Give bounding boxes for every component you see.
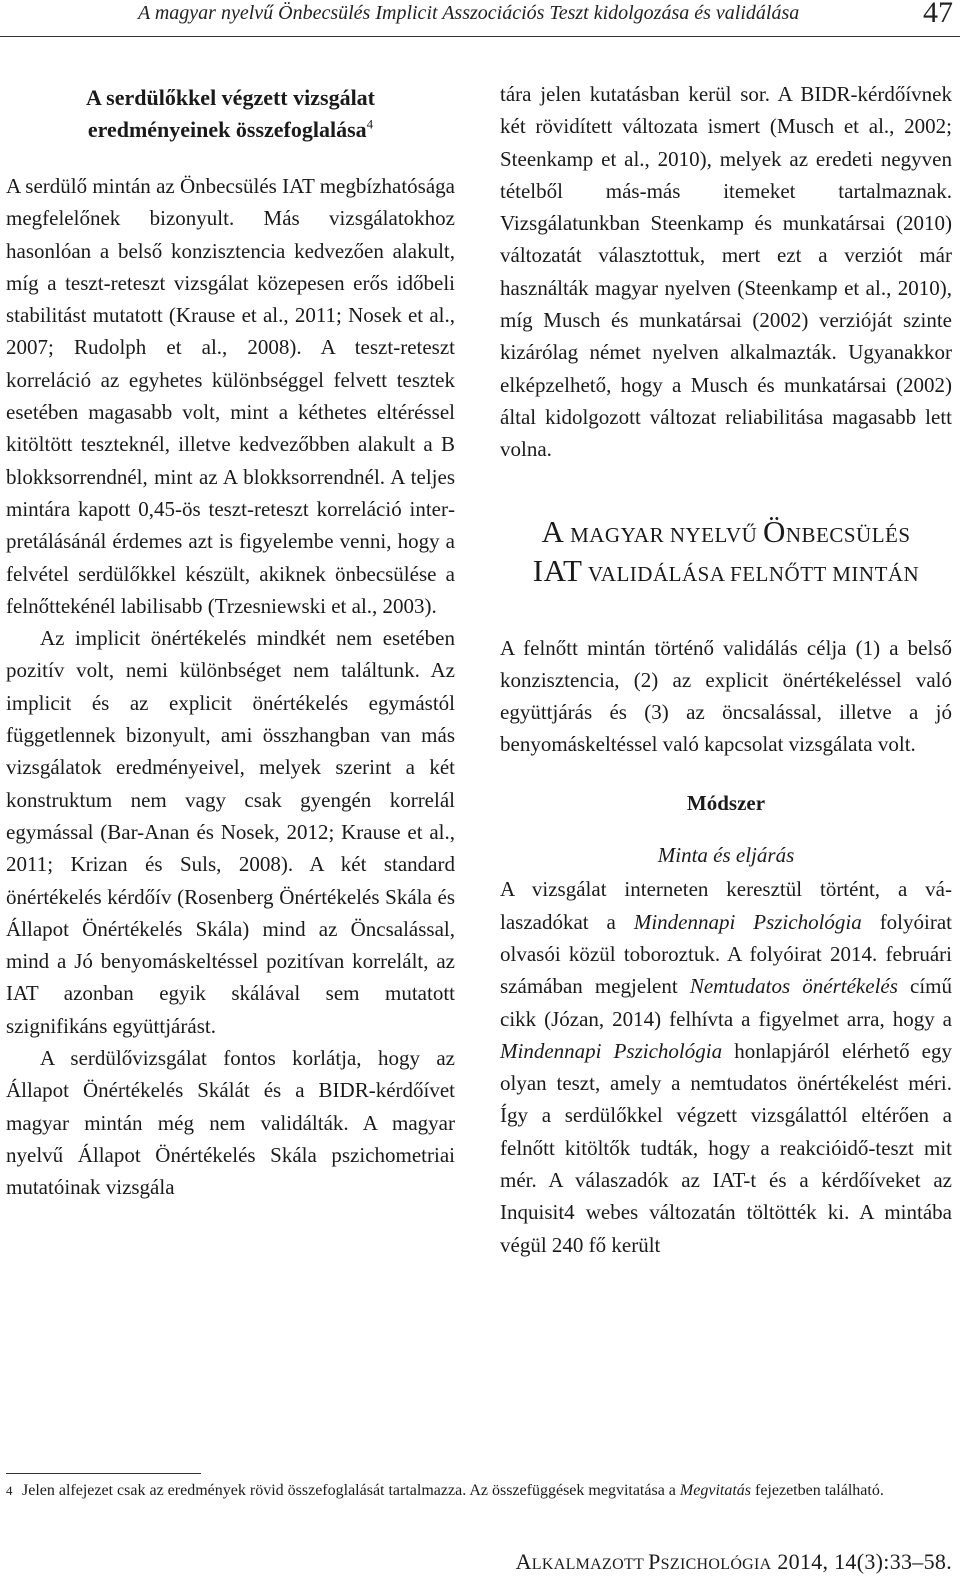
- journal-sc-2: SZICHOLÓGIA: [660, 1556, 772, 1573]
- sample-procedure-heading: Minta és eljárás: [657, 843, 795, 868]
- heading-line-2: eredményeinek összefoglalása: [87, 117, 367, 142]
- left-column: [6, 78, 455, 1204]
- method-heading: Módszer: [686, 790, 766, 815]
- section-title-adult-validation: [500, 514, 952, 592]
- footnote-text-a: Jelen alfejezet csak az eredmények rövid összefoglalását tartalmazza. Az összefüggések megvitatása a: [22, 1482, 680, 1499]
- journal-sc-1: LKALMAZOTT: [531, 1556, 649, 1573]
- paragraph-right-2: A felnőtt mintán történő validálás célja (1) a belső konzisztencia, (2) az explicit önértékeléssel való együttjárás és (3) az öncsalással, illetve a jó benyomáskeltéssel való kapcsolat vizsgálata volt.: [500, 635, 952, 757]
- p3-text-a: A vizsgálat interneten keresztül történt, a válaszadókat a: [500, 877, 952, 934]
- p3-italic-article: Nemtudatos önértékelés: [689, 974, 898, 999]
- footnote-rule: [6, 1473, 201, 1474]
- journal-cap-p: P: [648, 1549, 661, 1574]
- footnote-italic: Megvitatás: [679, 1482, 751, 1499]
- paragraph-right-3: [500, 873, 952, 1261]
- running-head-title: A magyar nyelvű Önbecsülés Implicit Asszociációs Teszt kidolgozása és validálása: [138, 2, 800, 24]
- p3-text-c: című cikk (Józan, 2014) felhívta a figyelmet arra, hogy a: [500, 974, 953, 1031]
- p3-text-d: honlapjáról elérhető egy olyan teszt, amely a nemtudatos önértékelést méri. Így a serdülőkkel végzett vizsgálattól eltérően a felnőtt kitöltők tudták, hogy a reakcióidő-teszt mit mér. A válaszadók az IAT-t és a kérdőíveket az Inquisit4 webes változatán töltötték ki. A mintába végül 240 fő került: [500, 1038, 952, 1257]
- heading-line-1: A serdülőkkel végzett vizsgálat: [85, 85, 376, 110]
- title-iat: IAT: [532, 552, 583, 588]
- footnote-text: [6, 1479, 952, 1503]
- title-sc-3: VALIDÁLÁSA FELNŐTT MINTÁN: [582, 561, 920, 586]
- p3-text-b: folyóirat olvasói közül toboroztuk. A folyóirat 2014. februári számában megjelent: [500, 909, 952, 999]
- section-heading-adolescent-summary: [6, 82, 455, 146]
- title-sc-2: NBECSÜLÉS: [785, 522, 911, 547]
- title-sc-1: MAGYAR NYELVŰ: [564, 522, 763, 547]
- journal-cap-a: A: [515, 1549, 532, 1574]
- paragraph-left-1: A serdülő mintán az Önbecsülés IAT megbízhatósága megfelelőnek bizonyult. Más vizsgálatokhoz hasonlóan a belső konzisztencia kedvezően alakult, míg a teszt-reteszt vizsgálat közepesen erős időbeli stabilitást mutatott (Krause et al., 2011; Nosek et al., 2007; Rudolph et al., 2008). A teszt-reteszt korreláció az egyhetes különbséggel felvett tesztek esetében magasabb volt, mint a kéthetes eltéréssel kitöltött teszteknél, illetve kedvezőbben alakult a B blokksorrendnél, mint az A blokksorrendnél. A teljes mintára kapott 0,45-ös teszt-reteszt korreláció interpretálásánál érdemes azt is figyelembe venni, hogy a felvétel serdülőkkel készült, akiknek önbecsülése a felnőttekénél labilisabb (Trzesniewski et al., 2003).: [6, 174, 455, 618]
- journal-footer: [516, 1549, 952, 1575]
- footnote-text-b: fejezetben található.: [751, 1482, 884, 1499]
- title-cap-a: A: [541, 513, 565, 549]
- footnote: [6, 1479, 952, 1503]
- title-cap-o: Ö: [762, 513, 786, 549]
- right-column: [500, 78, 952, 1261]
- running-head: [0, 0, 960, 37]
- footnote-mark: 4: [366, 116, 374, 132]
- page-number: 47: [923, 0, 953, 29]
- paragraph-right-1: tára jelen kutatásban kerül sor. A BIDR-kérdőívnek két rövidített változata ismert (Musch et al., 2002; Steenkamp et al., 2010), melyek az eredeti negyven tételből más-más itemeket tartalmaznak. Vizsgálatunkban Steenkamp és munkatársai (2010) változatát választottuk, mert ezt a verziót már használták magyar nyelven (Steenkamp et al., 2010), míg Musch és munkatársai (2002) verzióját szinte kizárólag német nyelven alkalmazták. Ugyanakkor elképzelhető, hogy a Musch és munkatársai (2002) által kidolgozott változat reliabilitása magasabb lett volna.: [500, 82, 952, 462]
- footnote-number: 4: [6, 1483, 13, 1498]
- p3-italic-journal-2: Mindennapi Pszichológia: [500, 1038, 723, 1063]
- journal-citation: 2014, 14(3):33–58.: [771, 1549, 952, 1574]
- paragraph-left-2: Az implicit önértékelés mindkét nem esetében pozitív volt, nemi különbséget nem találtunk. Az implicit és az explicit önértékelés egymástól függetlennek bizonyult, ami összhangban van más vizsgálatok eredményeivel, melyek szerint a két konstruktum nem vagy csak gyengén korrelál egymással (Bar-Anan és Nosek, 2012; Krause et al., 2011; Krizan és Suls, 2008). A két standard önértékelés kérdőív (Rosenberg Önértékelés Skála és Állapot Önértékelés Skála) mind az Öncsalással, mind a Jó benyomáskeltéssel pozitívan korrelált, az IAT azonban egyik skálával sem mutatott szignifikáns együttjárást.: [6, 626, 455, 1038]
- paragraph-left-3: A serdülővizsgálat fontos korlátja, hogy az Állapot Önértékelés Skálát és a BIDR-kérdőívet magyar mintán még nem validálták. A magyar nyelvű Állapot Önértékelés Skála pszichometriai mutatóinak vizsgála: [6, 1046, 455, 1200]
- p3-italic-journal-1: Mindennapi Pszichológia: [633, 909, 862, 934]
